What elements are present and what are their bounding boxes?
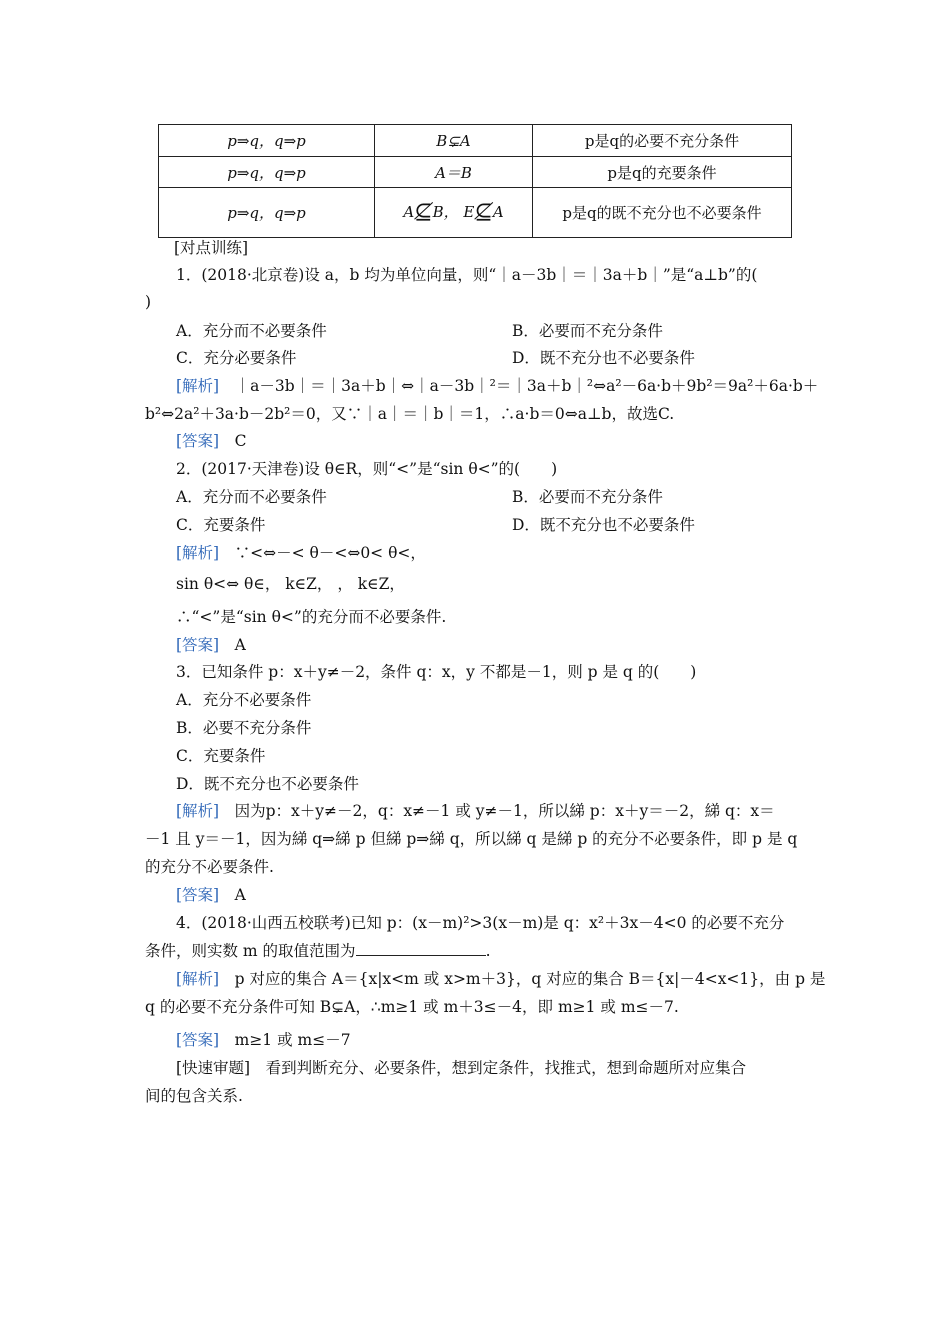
question-1-option-d: D．既不充分也不必要条件	[512, 349, 695, 367]
table-cell-set-relation: B⊊A	[375, 125, 533, 157]
analysis-text: ｜a－3b｜＝｜3a＋b｜⇔｜a－3b｜²＝｜3a＋b｜²⇔a²－6a·b＋9b²＝9a²＋6a·b＋	[234, 377, 819, 395]
question-3-analysis-end: 的充分不必要条件.	[145, 858, 274, 876]
answer-tag: [答案]	[176, 886, 220, 904]
table-cell-condition: p⇒q，q⇒p	[159, 157, 375, 188]
analysis-tag: [解析]	[176, 377, 220, 395]
question-2-option-b: B．必要而不充分条件	[512, 488, 663, 506]
question-2-analysis	[176, 543, 426, 563]
set-letter: A	[403, 203, 415, 221]
question-2-analysis-conclusion: ∴“<”是“sin θ<”的充分而不必要条件.	[176, 608, 447, 626]
question-1-option-c: C．充分必要条件	[176, 349, 297, 367]
question-2-stem: 2．(2017·天津卷)设 θ∈R，则“<”是“sin θ<”的( )	[176, 460, 558, 478]
question-2-option-a: A．充分而不必要条件	[176, 488, 327, 506]
question-4-analysis-cont: q 的必要不充分条件可知 B⊊A，∴m≥1 或 m＋3≤－4，即 m≥1 或 m≤－7.	[145, 998, 679, 1016]
question-1-option-a: A．充分而不必要条件	[176, 322, 327, 340]
set-letter: E	[463, 203, 475, 221]
question-4-answer	[176, 1030, 351, 1050]
table-cell-conclusion: p是q的必要不充分条件	[533, 125, 792, 157]
analysis-text: ∵<⇔－< θ－<⇔0< θ<，	[234, 544, 426, 562]
table-cell-condition: p⇒q，q⇒p	[159, 125, 375, 157]
answer-text: A	[234, 636, 246, 654]
question-3-stem: 3．已知条件 p：x＋y≠－2，条件 q：x，y 不都是－1，则 p 是 q 的( )	[176, 663, 697, 681]
stem-text: 条件，则实数 m 的取值范围为	[145, 942, 356, 960]
analysis-text: 因为p：x＋y≠－2，q：x≠－1 或 y≠－1，所以綈 p：x＋y＝－2，綈 q：x＝	[234, 802, 775, 820]
analysis-tag: [解析]	[176, 544, 220, 562]
question-1-stem: 1．(2018·北京卷)设 a，b 均为单位向量，则“｜a－3b｜＝｜3a＋b｜”是“a⊥b”的(	[176, 266, 758, 284]
question-2-option-c: C．充要条件	[176, 516, 266, 534]
question-1-option-b: B．必要而不充分条件	[512, 322, 663, 340]
table-cell-set-relation	[375, 188, 533, 238]
relation-table	[158, 124, 792, 238]
not-subset-symbol: ⊈	[474, 200, 493, 225]
answer-tag: [答案]	[176, 432, 220, 450]
answer-text: A	[234, 886, 246, 904]
answer-text: C	[234, 432, 247, 450]
table-cell-condition: p⇒q，q⇒p	[159, 188, 375, 238]
question-3-option-c: C．充要条件	[176, 747, 266, 765]
answer-blank[interactable]	[356, 941, 486, 956]
question-4-stem: 4．(2018·山西五校联考)已知 p：(x－m)²>3(x－m)是 q：x²＋3x－4<0 的必要不充分	[176, 914, 785, 932]
question-3-option-d: D．既不充分也不必要条件	[176, 775, 359, 793]
analysis-tag: [解析]	[176, 802, 220, 820]
question-3-analysis	[176, 801, 775, 821]
table-row	[159, 157, 792, 188]
question-3-analysis-cont: －1 且 y＝－1，因为綈 q⇒綈 p 但綈 p⇒綈 q，所以綈 q 是綈 p 的充分不必要条件，即 p 是 q	[145, 830, 798, 848]
table-cell-conclusion: p是q的充要条件	[533, 157, 792, 188]
table-cell-set-relation: A＝B	[375, 157, 533, 188]
quick-review-cont: 间的包含关系.	[145, 1087, 243, 1105]
question-3-option-a: A．充分不必要条件	[176, 691, 312, 709]
question-1-answer	[176, 431, 247, 451]
question-3-answer	[176, 885, 246, 905]
analysis-tag: [解析]	[176, 970, 220, 988]
set-letter: B，	[432, 203, 459, 221]
answer-text: m≥1 或 m≤－7	[234, 1031, 351, 1049]
analysis-text: p 对应的集合 A＝{x|x<m 或 x>m＋3}，q 对应的集合 B＝{x|－4<x<1}，由 p 是	[234, 970, 826, 988]
answer-tag: [答案]	[176, 1031, 220, 1049]
table-row	[159, 188, 792, 238]
question-1-analysis	[176, 376, 818, 396]
quick-review: [快速审题] 看到判断充分、必要条件，想到定条件，找推式，想到命题所对应集合	[176, 1059, 747, 1077]
section-heading: [对点训练]	[174, 239, 249, 257]
question-2-answer	[176, 635, 246, 655]
table-cell-conclusion: p是q的既不充分也不必要条件	[533, 188, 792, 238]
answer-tag: [答案]	[176, 636, 220, 654]
question-4-stem-cont	[145, 941, 491, 961]
stem-period: .	[485, 942, 491, 960]
set-letter: A	[492, 203, 504, 221]
question-4-analysis	[176, 969, 825, 989]
question-2-analysis-cont: sin θ<⇔ θ∈， k∈Z， ， k∈Z，	[176, 575, 405, 593]
question-2-option-d: D．既不充分也不必要条件	[512, 516, 695, 534]
question-1-analysis-cont: b²⇔2a²＋3a·b－2b²＝0，又∵｜a｜＝｜b｜＝1，∴a·b＝0⇔a⊥b，故选C.	[145, 405, 675, 423]
question-1-stem-end: )	[145, 293, 152, 311]
table-row	[159, 125, 792, 157]
not-subset-symbol: ⊈	[414, 200, 433, 225]
question-3-option-b: B．必要不充分条件	[176, 719, 312, 737]
